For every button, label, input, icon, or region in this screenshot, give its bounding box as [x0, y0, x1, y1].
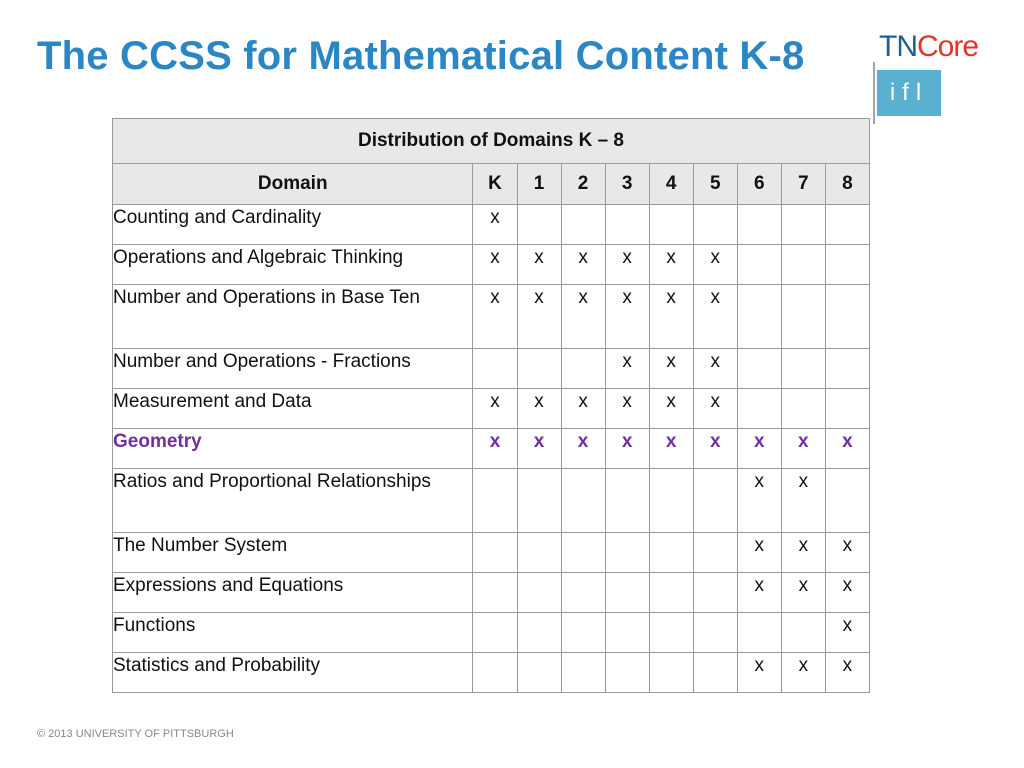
grade-mark-cell: x	[737, 469, 781, 533]
grade-mark-cell	[825, 349, 869, 389]
grade-mark-cell	[473, 573, 517, 613]
grade-mark-cell	[473, 653, 517, 693]
grade-mark-cell	[561, 533, 605, 573]
grade-mark-cell	[825, 205, 869, 245]
domain-name-cell: Number and Operations - Fractions	[113, 349, 473, 389]
grade-mark-cell	[737, 285, 781, 349]
grade-mark-cell: x	[473, 245, 517, 285]
tncore-logo	[873, 26, 1013, 126]
grade-mark-cell	[517, 349, 561, 389]
grade-mark-cell: x	[825, 653, 869, 693]
grade-mark-cell	[737, 349, 781, 389]
grade-mark-cell: x	[605, 245, 649, 285]
table-row	[113, 285, 870, 349]
grade-mark-cell	[737, 613, 781, 653]
grade-mark-cell	[649, 205, 693, 245]
table-row	[113, 389, 870, 429]
grade-mark-cell: x	[737, 533, 781, 573]
grade-header-1: 1	[517, 164, 561, 205]
grade-mark-cell	[561, 613, 605, 653]
domain-name-cell: The Number System	[113, 533, 473, 573]
domain-name-cell: Expressions and Equations	[113, 573, 473, 613]
table-row	[113, 349, 870, 389]
grade-mark-cell: x	[649, 429, 693, 469]
table-row	[113, 653, 870, 693]
grade-mark-cell	[649, 653, 693, 693]
grade-mark-cell	[825, 389, 869, 429]
logo-ifl-badge: ifl	[877, 70, 941, 116]
domain-name-cell: Ratios and Proportional Relationships	[113, 469, 473, 533]
grade-mark-cell: x	[737, 429, 781, 469]
logo-divider	[873, 62, 875, 124]
grade-mark-cell	[473, 349, 517, 389]
grade-mark-cell	[605, 205, 649, 245]
table-row	[113, 429, 870, 469]
grade-mark-cell: x	[605, 429, 649, 469]
grade-mark-cell: x	[605, 389, 649, 429]
domain-name-cell: Functions	[113, 613, 473, 653]
table-row	[113, 613, 870, 653]
grade-mark-cell: x	[781, 533, 825, 573]
domain-name-cell: Geometry	[113, 429, 473, 469]
grade-mark-cell: x	[473, 429, 517, 469]
grade-mark-cell	[737, 205, 781, 245]
grade-mark-cell	[781, 389, 825, 429]
table-row	[113, 205, 870, 245]
grade-mark-cell: x	[693, 349, 737, 389]
grade-mark-cell	[781, 613, 825, 653]
domain-name-cell: Number and Operations in Base Ten	[113, 285, 473, 349]
grade-mark-cell	[517, 205, 561, 245]
grade-header-5: 5	[693, 164, 737, 205]
grade-mark-cell	[649, 573, 693, 613]
grade-mark-cell	[737, 389, 781, 429]
grade-mark-cell: x	[781, 429, 825, 469]
grade-mark-cell	[693, 573, 737, 613]
domain-name-cell: Counting and Cardinality	[113, 205, 473, 245]
grade-mark-cell: x	[781, 573, 825, 613]
grade-mark-cell: x	[737, 653, 781, 693]
grade-mark-cell	[561, 349, 605, 389]
grade-mark-cell: x	[517, 245, 561, 285]
domain-name-cell: Measurement and Data	[113, 389, 473, 429]
grade-mark-cell: x	[693, 285, 737, 349]
grade-header-2: 2	[561, 164, 605, 205]
grade-mark-cell	[781, 285, 825, 349]
grade-mark-cell: x	[561, 389, 605, 429]
grade-mark-cell	[693, 469, 737, 533]
grade-mark-cell	[605, 573, 649, 613]
grade-mark-cell: x	[561, 245, 605, 285]
grade-mark-cell	[517, 469, 561, 533]
logo-core: Core	[917, 30, 979, 63]
grade-mark-cell	[605, 469, 649, 533]
copyright-footer: © 2013 UNIVERSITY OF PITTSBURGH	[37, 728, 234, 740]
domain-name-cell: Operations and Algebraic Thinking	[113, 245, 473, 285]
grade-mark-cell: x	[825, 429, 869, 469]
grade-mark-cell	[825, 285, 869, 349]
grade-mark-cell	[517, 613, 561, 653]
logo-wordmark	[879, 30, 978, 64]
grade-mark-cell: x	[825, 533, 869, 573]
grade-mark-cell: x	[473, 285, 517, 349]
grade-mark-cell	[693, 533, 737, 573]
grade-mark-cell: x	[825, 613, 869, 653]
grade-mark-cell: x	[781, 469, 825, 533]
grade-mark-cell	[605, 533, 649, 573]
grade-mark-cell	[605, 653, 649, 693]
table-row	[113, 469, 870, 533]
grade-mark-cell	[649, 469, 693, 533]
table-row	[113, 573, 870, 613]
table-header-row	[113, 164, 870, 205]
grade-mark-cell: x	[517, 285, 561, 349]
grade-mark-cell	[517, 533, 561, 573]
logo-tn: TN	[879, 30, 917, 63]
grade-mark-cell	[605, 613, 649, 653]
grade-header-6: 6	[737, 164, 781, 205]
grade-mark-cell: x	[649, 285, 693, 349]
grade-mark-cell	[693, 613, 737, 653]
domain-name-cell: Statistics and Probability	[113, 653, 473, 693]
table-body	[113, 205, 870, 693]
grade-mark-cell	[561, 205, 605, 245]
grade-mark-cell: x	[561, 429, 605, 469]
grade-mark-cell	[693, 653, 737, 693]
grade-mark-cell: x	[517, 429, 561, 469]
grade-mark-cell: x	[605, 349, 649, 389]
grade-mark-cell	[517, 653, 561, 693]
grade-mark-cell: x	[693, 245, 737, 285]
grade-mark-cell	[473, 613, 517, 653]
table-row	[113, 245, 870, 285]
grade-mark-cell: x	[781, 653, 825, 693]
grade-mark-cell: x	[517, 389, 561, 429]
table-caption: Distribution of Domains K – 8	[113, 119, 870, 164]
grade-mark-cell: x	[605, 285, 649, 349]
grade-mark-cell	[517, 573, 561, 613]
domains-table	[112, 118, 870, 693]
grade-mark-cell	[561, 653, 605, 693]
grade-header-8: 8	[825, 164, 869, 205]
grade-header-3: 3	[605, 164, 649, 205]
grade-mark-cell	[781, 245, 825, 285]
grade-header-k: K	[473, 164, 517, 205]
grade-mark-cell	[649, 613, 693, 653]
grade-mark-cell	[825, 469, 869, 533]
grade-mark-cell: x	[825, 573, 869, 613]
grade-mark-cell: x	[649, 245, 693, 285]
grade-header-7: 7	[781, 164, 825, 205]
grade-mark-cell	[649, 533, 693, 573]
grade-mark-cell	[825, 245, 869, 285]
grade-mark-cell	[561, 573, 605, 613]
grade-mark-cell: x	[473, 389, 517, 429]
grade-mark-cell: x	[737, 573, 781, 613]
grade-mark-cell: x	[693, 389, 737, 429]
grade-mark-cell: x	[473, 205, 517, 245]
domain-column-header: Domain	[113, 164, 473, 205]
grade-mark-cell	[473, 469, 517, 533]
grade-mark-cell: x	[649, 389, 693, 429]
table-row	[113, 533, 870, 573]
grade-mark-cell	[473, 533, 517, 573]
grade-mark-cell	[693, 205, 737, 245]
grade-mark-cell: x	[693, 429, 737, 469]
slide-title: The CCSS for Mathematical Content K-8	[37, 34, 805, 78]
grade-mark-cell	[781, 349, 825, 389]
grade-mark-cell	[737, 245, 781, 285]
grade-mark-cell: x	[561, 285, 605, 349]
grade-mark-cell	[561, 469, 605, 533]
grade-mark-cell: x	[649, 349, 693, 389]
grade-header-4: 4	[649, 164, 693, 205]
grade-mark-cell	[781, 205, 825, 245]
